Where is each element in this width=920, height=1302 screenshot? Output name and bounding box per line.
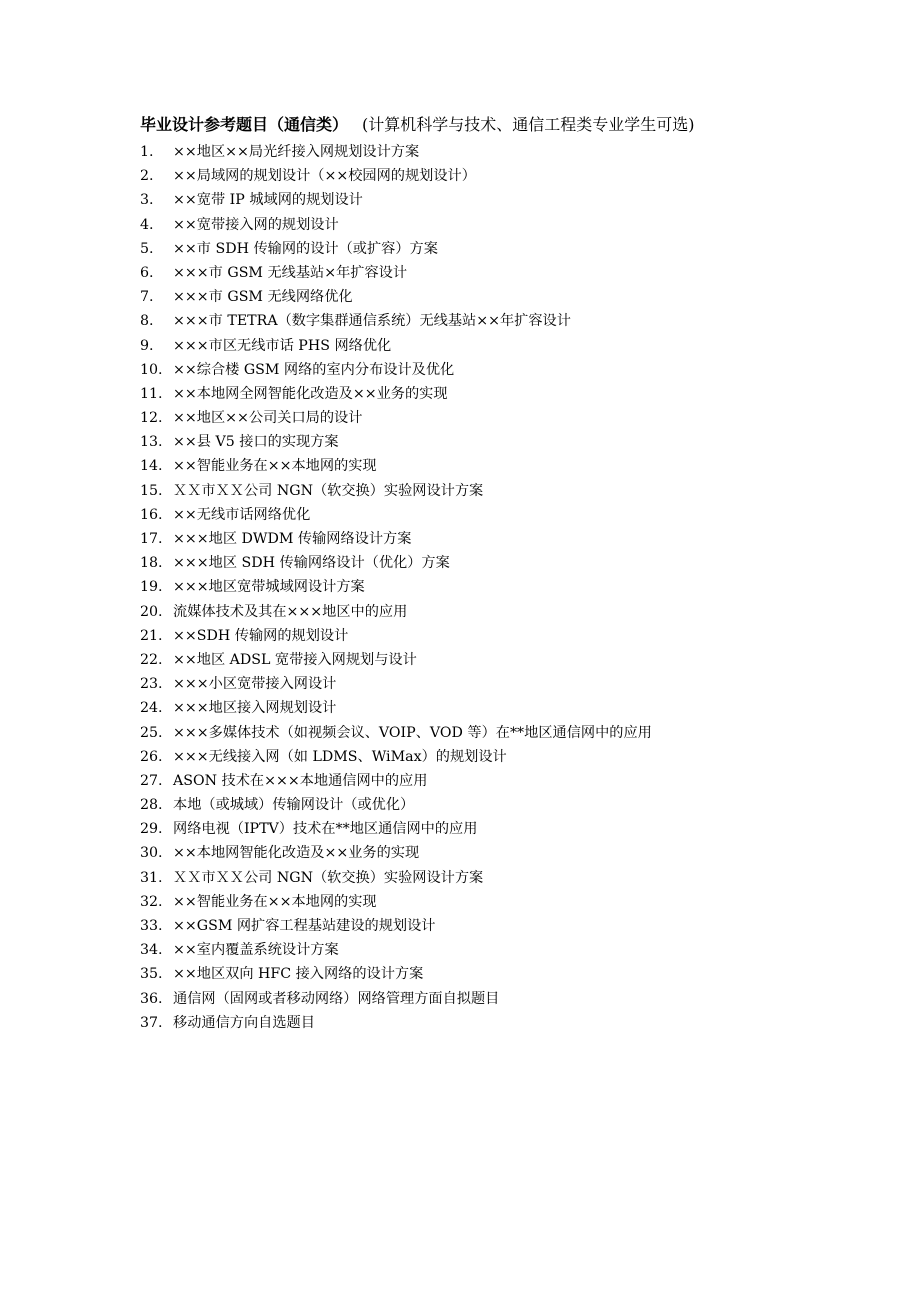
list-item-text: ××地区××公司关口局的设计 [173, 410, 363, 427]
list-item-text: ××SDH 传输网的规划设计 [173, 627, 349, 644]
list-item-number: 12. [140, 410, 163, 427]
list-item-text: ××地区双向 HFC 接入网络的设计方案 [173, 966, 424, 983]
list-item-number: 10. [140, 361, 163, 378]
list-item-number: 31. [140, 869, 163, 886]
list-item-number: 20. [140, 603, 163, 620]
list-item-text: ××智能业务在××本地网的实现 [173, 893, 377, 910]
document-content [140, 110, 840, 1035]
list-item-text: ××本地网全网智能化改造及××业务的实现 [173, 385, 448, 402]
list-item [140, 261, 840, 285]
list-item [140, 841, 840, 865]
list-item-number: 24. [140, 700, 163, 717]
list-item-text: ××县 V5 接口的实现方案 [173, 434, 339, 451]
list-item-text: 本地（或城域）传输网设计（或优化） [173, 797, 415, 814]
list-item [140, 334, 840, 358]
list-item [140, 164, 840, 188]
list-item-text: ××宽带接入网的规划设计 [173, 216, 339, 233]
list-item-text: ×××小区宽带接入网设计 [173, 676, 337, 693]
list-item-text: ×××地区宽带城域网设计方案 [173, 579, 365, 596]
list-item [140, 213, 840, 237]
list-item-text: ＸＸ市ＸＸ公司 NGN（软交换）实验网设计方案 [173, 482, 484, 499]
list-item-number: 14. [140, 458, 163, 475]
list-item-text: ＸＸ市ＸＸ公司 NGN（软交换）实验网设计方案 [173, 869, 484, 886]
list-item [140, 866, 840, 890]
list-item-number: 17. [140, 531, 163, 547]
list-item-number: 21. [140, 627, 163, 644]
list-item [140, 696, 840, 720]
list-item-number: 15. [140, 482, 163, 499]
document-heading [140, 110, 840, 140]
list-item-number: 7. [140, 289, 154, 306]
list-item [140, 1011, 840, 1035]
list-item [140, 358, 840, 382]
list-item [140, 575, 840, 599]
list-item-number: 33. [140, 918, 163, 934]
list-item-text: 通信网（固网或者移动网络）网络管理方面自拟题目 [173, 990, 500, 1007]
list-item-number: 30. [140, 845, 163, 862]
list-item-number: 19. [140, 579, 163, 596]
heading-note: (计算机科学与技术、通信工程类专业学生可选) [362, 115, 695, 134]
list-item [140, 817, 840, 841]
list-item [140, 503, 840, 527]
list-item [140, 382, 840, 406]
list-item-number: 27. [140, 772, 163, 789]
list-item-text: ××宽带 IP 城域网的规划设计 [173, 192, 363, 209]
list-item-text: ×××多媒体技术（如视频会议、VOIP、VOD 等）在**地区通信网中的应用 [173, 724, 652, 741]
list-item [140, 600, 840, 624]
list-item [140, 430, 840, 454]
list-item [140, 914, 840, 938]
list-item-text: ××无线市话网络优化 [173, 506, 311, 523]
list-item-text: 流媒体技术及其在×××地区中的应用 [173, 603, 408, 620]
list-item-number: 23. [140, 676, 163, 693]
list-item-number: 6. [140, 264, 154, 281]
list-item-text: ××智能业务在××本地网的实现 [173, 458, 377, 475]
list-item [140, 454, 840, 478]
list-item-number: 2. [140, 168, 154, 185]
list-item-text: ××室内覆盖系统设计方案 [173, 942, 339, 959]
list-item [140, 285, 840, 309]
list-item [140, 745, 840, 769]
list-item [140, 890, 840, 914]
list-item-number: 4. [140, 216, 154, 233]
list-item-text: ×××地区 SDH 传输网络设计（优化）方案 [173, 555, 450, 572]
list-item-text: ××综合楼 GSM 网络的室内分布设计及优化 [173, 361, 455, 378]
list-item [140, 237, 840, 261]
list-item [140, 721, 840, 745]
list-item-number: 36. [140, 990, 163, 1007]
list-item-text: ×××市 GSM 无线基站×年扩容设计 [173, 264, 408, 281]
list-item-number: 35. [140, 966, 163, 983]
list-item-text: ×××市区无线市话 PHS 网络优化 [173, 337, 392, 354]
list-item [140, 551, 840, 575]
list-item [140, 672, 840, 696]
list-item-number: 1. [140, 144, 154, 160]
list-item-number: 16. [140, 506, 163, 523]
list-item [140, 479, 840, 503]
list-item [140, 938, 840, 962]
list-item-number: 18. [140, 555, 163, 572]
topic-list [140, 140, 840, 1035]
list-item [140, 309, 840, 333]
list-item-text: ××本地网智能化改造及××业务的实现 [173, 845, 420, 862]
list-item-number: 3. [140, 192, 154, 209]
list-item [140, 527, 840, 551]
list-item [140, 987, 840, 1011]
list-item-number: 9. [140, 337, 154, 354]
list-item-number: 11. [140, 385, 163, 402]
list-item-number: 32. [140, 893, 163, 910]
list-item-number: 29. [140, 821, 163, 838]
list-item-text: ×××市 TETRA（数字集群通信系统）无线基站××年扩容设计 [173, 313, 571, 330]
list-item [140, 406, 840, 430]
list-item-text: ×××市 GSM 无线网络优化 [173, 289, 353, 306]
list-item-number: 22. [140, 651, 163, 668]
list-item-number: 28. [140, 797, 163, 814]
list-item-number: 34. [140, 942, 163, 959]
list-item-text: ×××地区接入网规划设计 [173, 700, 337, 717]
list-item [140, 769, 840, 793]
list-item [140, 793, 840, 817]
list-item-text: 网络电视（IPTV）技术在**地区通信网中的应用 [173, 821, 478, 838]
list-item-number: 8. [140, 313, 154, 330]
list-item-number: 5. [140, 240, 154, 257]
list-item-number: 26. [140, 748, 163, 765]
list-item [140, 648, 840, 672]
list-item [140, 188, 840, 212]
list-item-text: ××局域网的规划设计（××校园网的规划设计） [173, 168, 476, 185]
list-item [140, 624, 840, 648]
heading-title: 毕业设计参考题目（通信类） [140, 115, 349, 134]
list-item-text: ASON 技术在×××本地通信网中的应用 [173, 772, 428, 789]
list-item-number: 13. [140, 434, 163, 451]
list-item-text: ×××地区 DWDM 传输网络设计方案 [173, 531, 412, 547]
list-item-text: ××GSM 网扩容工程基站建设的规划设计 [173, 918, 436, 934]
list-item-number: 37. [140, 1014, 163, 1031]
list-item-number: 25. [140, 724, 163, 741]
list-item [140, 140, 840, 164]
list-item-text: ××市 SDH 传输网的设计（或扩容）方案 [173, 240, 438, 257]
list-item-text: ××地区 ADSL 宽带接入网规划与设计 [173, 651, 417, 668]
list-item-text: 移动通信方向自选题目 [173, 1014, 315, 1031]
list-item-text: ××地区××局光纤接入网规划设计方案 [173, 144, 420, 160]
list-item [140, 962, 840, 986]
list-item-text: ×××无线接入网（如 LDMS、WiMax）的规划设计 [173, 748, 507, 765]
